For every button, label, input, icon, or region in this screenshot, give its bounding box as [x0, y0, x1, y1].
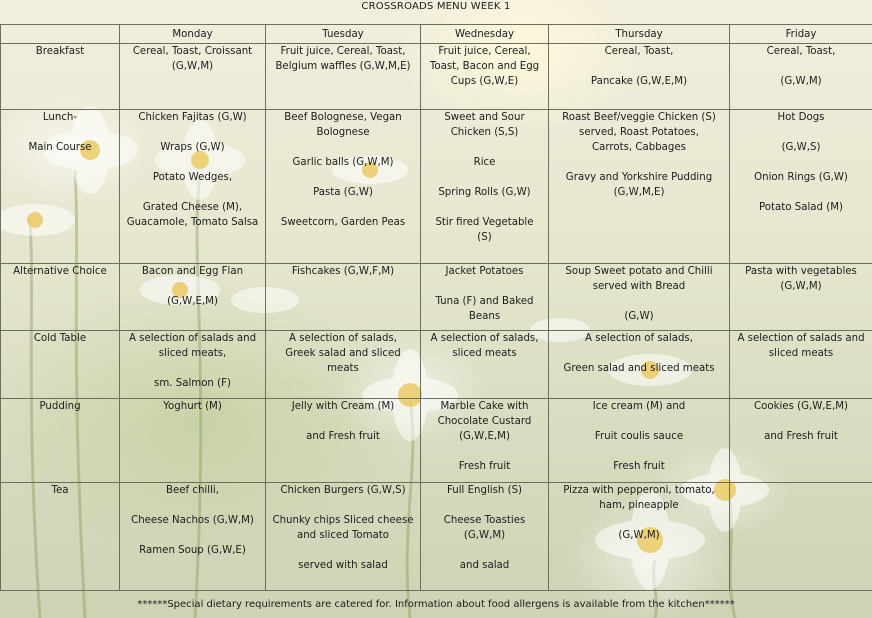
menu-item-line	[423, 200, 546, 215]
meal-row-alternative-choice	[1, 264, 872, 331]
menu-item-line: A selection of salads and	[128, 333, 257, 344]
menu-cell	[266, 264, 421, 331]
menu-item-line: (G,W,M)	[618, 530, 660, 541]
day-header: Friday	[730, 25, 872, 44]
menu-item-line	[268, 414, 418, 429]
menu-item-line	[122, 279, 263, 294]
menu-item-line	[423, 279, 546, 294]
menu-item-line: sm. Salmon (F)	[154, 378, 231, 389]
meal-label	[1, 331, 120, 399]
menu-cell	[730, 483, 872, 591]
menu-item-line: A selection of salads,	[585, 333, 693, 344]
menu-item-line: (G,W,M)	[463, 530, 506, 541]
menu-cell	[120, 483, 266, 591]
menu-item-line: Beef Bolognese, Vegan	[284, 112, 402, 123]
menu-cell	[120, 331, 266, 399]
menu-item-line: (G,W)	[624, 311, 654, 322]
menu-item-line: Chicken Burgers (G,W,S)	[280, 485, 406, 496]
menu-cell	[421, 483, 549, 591]
menu-item-line: (G,W,M)	[780, 281, 822, 292]
menu-cell	[549, 110, 730, 264]
menu-item-line: (G,W,S)	[781, 142, 821, 153]
menu-item-line: Tuna (F) and Baked	[435, 296, 534, 307]
menu-item-line	[122, 498, 263, 513]
menu-item-line: Fishcakes (G,W,F,M)	[291, 266, 395, 277]
menu-item-line: (G,W,M,E)	[613, 187, 665, 198]
menu-item-line: Fruit coulis sauce	[594, 431, 684, 442]
menu-item-line	[551, 444, 727, 459]
menu-item-line: and sliced Tomato	[296, 530, 390, 541]
menu-cell	[730, 110, 872, 264]
menu-item-line: Yoghurt (M)	[163, 401, 222, 412]
meal-label-line: Cold Table	[33, 333, 87, 344]
menu-item-line: Potato Salad (M)	[759, 202, 843, 213]
menu-item-line: Beans	[468, 311, 501, 322]
menu-item-line: Carrots, Cabbages	[592, 142, 686, 153]
menu-item-line	[122, 528, 263, 543]
menu-item-line: Fruit juice, Cereal, Toast,	[280, 46, 406, 57]
menu-item-line	[268, 140, 418, 155]
menu-item-line	[423, 444, 546, 459]
menu-item-line: Pancake (G,W,E,M)	[590, 76, 688, 87]
menu-cell	[549, 399, 730, 483]
menu-item-line: Spring Rolls (G,W)	[438, 187, 531, 198]
menu-item-line	[122, 155, 263, 170]
menu-item-line: Fresh fruit	[613, 461, 665, 472]
menu-item-line: Fresh fruit	[458, 461, 511, 472]
menu-item-line: meats	[327, 363, 359, 374]
menu-item-line: Soup Sweet potato and Chilli	[565, 266, 713, 277]
meal-row-pudding	[1, 399, 872, 483]
menu-item-line: Pizza with pepperoni, tomato,	[563, 485, 715, 496]
menu-item-line	[732, 414, 870, 429]
menu-item-line: Pasta with vegetables	[745, 266, 857, 277]
meal-label-line: Main Course	[28, 142, 92, 153]
menu-item-line: Fruit juice, Cereal,	[438, 46, 531, 57]
menu-item-line: and salad	[459, 560, 510, 571]
menu-item-line: Stir fired Vegetable	[435, 217, 534, 228]
menu-item-line: Hot Dogs	[777, 112, 825, 123]
menu-item-line	[268, 498, 418, 513]
meal-label	[1, 399, 120, 483]
menu-item-line: Potato Wedges,	[152, 172, 233, 183]
menu-cell	[120, 110, 266, 264]
menu-item-line: Toast, Bacon and Egg	[429, 61, 540, 72]
menu-item-line: Green salad and sliced meats	[563, 363, 715, 374]
menu-item-line: (G,W,E,M)	[167, 296, 218, 307]
menu-item-line: Pasta (G,W)	[313, 187, 373, 198]
menu-cell	[266, 331, 421, 399]
menu-item-line	[551, 155, 727, 170]
menu-item-line: A selection of salads,	[430, 333, 539, 344]
menu-item-line: Beef chilli,	[166, 485, 219, 496]
menu-cell	[549, 44, 730, 110]
menu-item-line	[423, 498, 546, 513]
meal-label	[1, 264, 120, 331]
menu-item-line: Cookies (G,W,E,M)	[754, 401, 848, 412]
meal-row-cold-table	[1, 331, 872, 399]
menu-item-line	[551, 346, 727, 361]
menu-item-line: Marble Cake with	[440, 401, 529, 412]
menu-item-line: Rice	[473, 157, 496, 168]
menu-item-line: Ramen Soup (G,W,E)	[139, 545, 246, 556]
menu-item-line: sliced meats	[452, 348, 517, 359]
menu-item-line	[551, 414, 727, 429]
menu-item-line: Cups (G,W,E)	[450, 76, 519, 87]
menu-item-line: and Fresh fruit	[764, 431, 838, 442]
menu-item-line	[268, 200, 418, 215]
meal-label	[1, 110, 120, 264]
menu-item-line: Garlic balls (G,W,M)	[292, 157, 394, 168]
menu-item-line: Sweet and Sour	[444, 112, 525, 123]
meal-label-line: Lunch-	[42, 112, 78, 123]
menu-cell	[549, 483, 730, 591]
menu-cell	[266, 110, 421, 264]
menu-item-line	[732, 185, 870, 200]
menu-item-line: Chicken (S,S)	[450, 127, 519, 138]
menu-item-line: Belgium waffles (G,W,M,E)	[275, 61, 411, 72]
meal-label-line: Breakfast	[35, 46, 85, 57]
menu-cell	[421, 44, 549, 110]
menu-item-line	[122, 125, 263, 140]
menu-cell	[730, 331, 872, 399]
menu-item-line: ham, pineapple	[599, 500, 679, 511]
menu-cell	[421, 264, 549, 331]
menu-item-line: A selection of salads and	[737, 333, 865, 344]
day-header: Thursday	[549, 25, 730, 44]
menu-cell	[730, 399, 872, 483]
menu-item-line: Bolognese	[316, 127, 370, 138]
allergen-footer-note: ******Special dietary requirements are catered for. Information about food allergens is available from the kitchen******	[137, 599, 735, 610]
menu-cell	[266, 44, 421, 110]
menu-item-line	[122, 361, 263, 376]
menu-item-line: Cereal, Toast,	[604, 46, 674, 57]
menu-item-line: (S)	[477, 232, 492, 243]
menu-item-line: Cheese Nachos (G,W,M)	[131, 515, 254, 526]
menu-item-line: Grated Cheese (M),	[142, 202, 243, 213]
menu-item-line: and Fresh fruit	[306, 431, 380, 442]
menu-item-line	[122, 185, 263, 200]
menu-item-line: Guacamole, Tomato Salsa	[126, 217, 259, 228]
menu-item-line: Onion Rings (G,W)	[754, 172, 848, 183]
menu-item-line: Chocolate Custard	[437, 416, 532, 427]
meal-label-line: Pudding	[39, 401, 81, 412]
menu-cell	[549, 264, 730, 331]
menu-item-line	[732, 59, 870, 74]
menu-item-line: Sweetcorn, Garden Peas	[280, 217, 406, 228]
menu-item-line: Chunky chips Sliced cheese	[272, 515, 414, 526]
meal-row-lunch-main-course	[1, 110, 872, 264]
corner-cell	[1, 25, 120, 44]
meal-label-line: Tea	[51, 485, 69, 496]
menu-item-line: served with Bread	[592, 281, 686, 292]
menu-item-line: (G,W,M)	[171, 61, 214, 72]
menu-item-line	[423, 543, 546, 558]
menu-cell	[421, 331, 549, 399]
menu-item-line: Bacon and Egg Flan	[141, 266, 244, 277]
meal-row-tea	[1, 483, 872, 591]
menu-item-line	[551, 294, 727, 309]
menu-cell	[120, 399, 266, 483]
menu-item-line: Wraps (G,W)	[160, 142, 225, 153]
menu-item-line	[551, 59, 727, 74]
meal-row-breakfast	[1, 44, 872, 110]
menu-item-line: Cereal, Toast, Croissant	[132, 46, 253, 57]
menu-item-line: (G,W,M)	[780, 76, 822, 87]
menu-cell	[730, 44, 872, 110]
menu-item-line: Gravy and Yorkshire Pudding	[565, 172, 713, 183]
meal-label	[1, 483, 120, 591]
menu-item-line	[732, 155, 870, 170]
menu-item-line: Cereal, Toast,	[766, 46, 836, 57]
menu-cell	[120, 44, 266, 110]
menu-cell	[421, 110, 549, 264]
day-header-row	[1, 25, 872, 44]
meal-label	[1, 44, 120, 110]
meal-label-line	[3, 125, 117, 140]
menu-item-line: Greek salad and sliced	[285, 348, 401, 359]
day-header: Tuesday	[266, 25, 421, 44]
menu-cell	[120, 264, 266, 331]
menu-cell	[549, 331, 730, 399]
menu-cell	[730, 264, 872, 331]
menu-item-line: served, Roast Potatoes,	[579, 127, 699, 138]
menu-item-line	[423, 170, 546, 185]
day-header: Monday	[120, 25, 266, 44]
menu-item-line	[551, 513, 727, 528]
menu-table	[0, 24, 872, 591]
menu-item-line	[732, 125, 870, 140]
menu-item-line: Ice cream (M) and	[592, 401, 686, 412]
day-header: Wednesday	[421, 25, 549, 44]
menu-item-line	[268, 543, 418, 558]
menu-item-line: Cheese Toasties	[443, 515, 526, 526]
menu-item-line: Roast Beef/veggie Chicken (S)	[562, 112, 716, 123]
menu-cell	[266, 399, 421, 483]
menu-item-line: served with salad	[298, 560, 388, 571]
menu-item-line: Jelly with Cream (M)	[291, 401, 395, 412]
menu-item-line	[423, 140, 546, 155]
menu-item-line: Jacket Potatoes	[445, 266, 524, 277]
page-title: CROSSROADS MENU WEEK 1	[361, 1, 511, 12]
menu-item-line: Chicken Fajitas (G,W)	[138, 112, 247, 123]
menu-item-line	[268, 170, 418, 185]
menu-item-line: A selection of salads,	[289, 333, 397, 344]
menu-item-line: sliced meats,	[158, 348, 227, 359]
menu-cell	[266, 483, 421, 591]
menu-item-line: Full English (S)	[446, 485, 523, 496]
menu-item-line: sliced meats	[768, 348, 834, 359]
menu-item-line: (G,W,E,M)	[459, 431, 510, 442]
menu-cell	[421, 399, 549, 483]
meal-label-line: Alternative Choice	[13, 266, 107, 277]
